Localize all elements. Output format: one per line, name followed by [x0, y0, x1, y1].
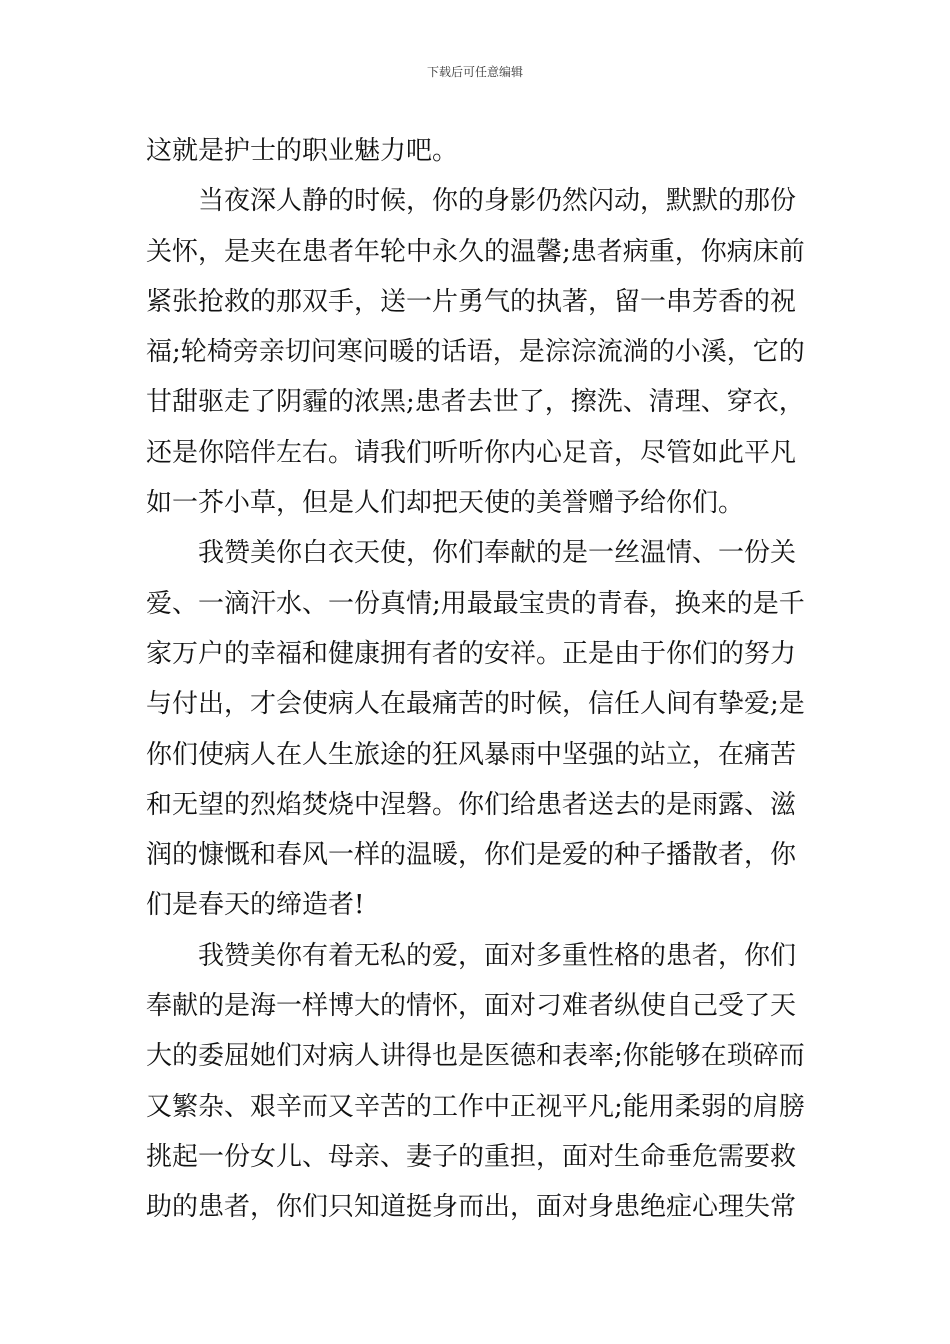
text-line: 甘甜驱走了阴霾的浓黑;患者去世了，擦洗、清理、穿衣， — [146, 387, 805, 418]
text-line: 挑起一份女儿、母亲、妻子的重担，面对生命垂危需要救 — [146, 1141, 797, 1172]
text-line: 们是春天的缔造者! — [146, 890, 365, 921]
text-line: 还是你陪伴左右。请我们听听你内心足音，尽管如此平凡 — [146, 437, 797, 468]
text-line: 润的慷慨和春风一样的温暖，你们是爱的种子播散者，你 — [146, 840, 797, 871]
text-line: 这就是护士的职业魅力吧。 — [146, 136, 459, 166]
paragraph-first-line: 我赞美你有着无私的爱，面对多重性格的患者，你们 — [198, 940, 797, 971]
text-line: 奉献的是海一样博大的情怀，面对刁难者纵使自己受了天 — [146, 991, 797, 1022]
text-line: 大的委屈她们对病人讲得也是医德和表率;你能够在琐碎而 — [146, 1041, 805, 1072]
text-line: 与付出，才会使病人在最痛苦的时候，信任人间有挚爱;是 — [146, 689, 805, 720]
text-line: 紧张抢救的那双手，送一片勇气的执著，留一串芳香的祝 — [146, 286, 797, 317]
paragraph-first-line: 当夜深人静的时候，你的身影仍然闪动，默默的那份 — [198, 186, 797, 217]
document-body — [146, 126, 810, 1233]
text-line: 你们使病人在人生旅途的狂风暴雨中坚强的站立，在痛苦 — [146, 739, 797, 770]
paragraph-first-line: 我赞美你白衣天使，你们奉献的是一丝温情、一份关 — [198, 538, 797, 569]
text-line: 家万户的幸福和健康拥有者的安祥。正是由于你们的努力 — [146, 638, 797, 669]
text-line: 关怀，是夹在患者年轮中永久的温馨;患者病重，你病床前 — [146, 236, 805, 267]
text-line: 如一芥小草，但是人们却把天使的美誉赠予给你们。 — [146, 488, 745, 519]
page-header: 下载后可任意编辑 — [426, 65, 523, 79]
text-line: 爱、一滴汗水、一份真情;用最最宝贵的青春，换来的是千 — [146, 588, 805, 619]
text-line: 助的患者，你们只知道挺身而出，面对身患绝症心理失常 — [146, 1192, 797, 1223]
text-line: 和无望的烈焰焚烧中涅磐。你们给患者送去的是雨露、滋 — [146, 789, 797, 820]
text-line: 又繁杂、艰辛而又辛苦的工作中正视平凡;能用柔弱的肩膀 — [146, 1091, 805, 1122]
text-line: 福;轮椅旁亲切问寒问暖的话语，是淙淙流淌的小溪，它的 — [146, 337, 805, 368]
